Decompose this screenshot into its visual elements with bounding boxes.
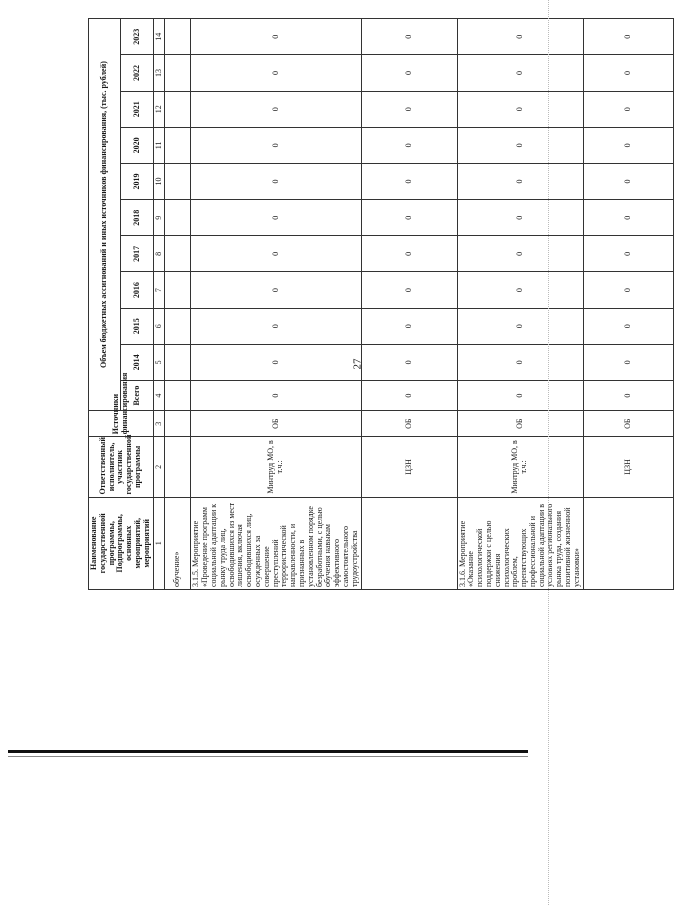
column-number: 6 <box>153 308 165 344</box>
header-volume-group: Объем бюджетных ассигнований и иных источников финансирования, (тыс. рублей) <box>89 19 121 411</box>
cell-value: 0 <box>583 127 673 163</box>
column-number: 5 <box>153 344 165 380</box>
cell-value: 0 <box>361 163 457 199</box>
cell-value: 0 <box>191 163 361 199</box>
header-row-1 <box>89 19 121 590</box>
cell-responsible <box>165 437 191 497</box>
header-year: 2023 <box>121 19 153 55</box>
cell-value: 0 <box>457 91 583 127</box>
cell-value: 0 <box>583 200 673 236</box>
header-source: Источники финансирования <box>89 411 154 437</box>
cell-source: ОБ <box>457 411 583 437</box>
column-number: 14 <box>153 19 165 55</box>
column-number: 9 <box>153 200 165 236</box>
cell-value: 0 <box>583 344 673 380</box>
column-number: 12 <box>153 91 165 127</box>
cell-value <box>165 91 191 127</box>
cell-value: 0 <box>361 19 457 55</box>
cell-value: 0 <box>583 380 673 410</box>
header-name: Наименование государственной программы, Подпрограммы, основных мероприятий, мероприятий <box>89 497 154 589</box>
cell-source: ОБ <box>583 411 673 437</box>
column-number: 3 <box>153 411 165 437</box>
cell-value: 0 <box>457 344 583 380</box>
cell-value <box>165 55 191 91</box>
column-number: 1 <box>153 497 165 589</box>
cell-value: 0 <box>583 19 673 55</box>
cell-value: 0 <box>457 272 583 308</box>
cell-value: 0 <box>361 200 457 236</box>
cell-responsible: Минтруд МО, в т.ч.: <box>191 437 361 497</box>
cell-responsible: Минтруд МО, в т.ч.: <box>457 437 583 497</box>
table-row <box>165 19 191 590</box>
cell-value: 0 <box>457 55 583 91</box>
column-number: 4 <box>153 380 165 410</box>
rotated-table-container <box>88 18 632 590</box>
bottom-rule-thin <box>8 756 528 757</box>
cell-value: 0 <box>457 163 583 199</box>
scan-edge-dots <box>548 0 550 905</box>
column-number: 8 <box>153 236 165 272</box>
cell-responsible: ЦЗН <box>361 437 457 497</box>
cell-name <box>361 497 457 589</box>
header-year: 2022 <box>121 55 153 91</box>
cell-value <box>165 200 191 236</box>
cell-value: 0 <box>361 91 457 127</box>
table-row <box>191 19 361 590</box>
cell-value <box>165 163 191 199</box>
table-row <box>583 19 673 590</box>
cell-source <box>165 411 191 437</box>
cell-source: ОБ <box>361 411 457 437</box>
header-year: 2020 <box>121 127 153 163</box>
column-number-row <box>153 19 165 590</box>
cell-value: 0 <box>457 236 583 272</box>
cell-value: 0 <box>457 380 583 410</box>
cell-value <box>165 308 191 344</box>
cell-value: 0 <box>457 19 583 55</box>
cell-value: 0 <box>361 272 457 308</box>
cell-source: ОБ <box>191 411 361 437</box>
header-year: 2016 <box>121 272 153 308</box>
header-year: 2014 <box>121 344 153 380</box>
cell-value: 0 <box>361 344 457 380</box>
cell-name: 3.1.5. Мероприятие «Проведение программ социальной адаптации к рынку труда лиц, освободившихся из мест лишения, включая освободившихся лиц, осужденных за совершение преступлений террористической направленности, и признанных в установленном порядке безработными, с целью обучения навыкам эффективного самостоятельного трудоустройства <box>191 497 361 589</box>
header-total: Всего <box>121 380 153 410</box>
cell-value: 0 <box>583 272 673 308</box>
cell-value: 0 <box>361 236 457 272</box>
cell-value: 0 <box>457 308 583 344</box>
cell-value: 0 <box>191 272 361 308</box>
cell-name: обучение» <box>165 497 191 589</box>
cell-value: 0 <box>191 91 361 127</box>
cell-value: 0 <box>191 380 361 410</box>
table-row <box>361 19 457 590</box>
column-number: 2 <box>153 437 165 497</box>
cell-value: 0 <box>361 380 457 410</box>
header-year: 2015 <box>121 308 153 344</box>
header-year: 2017 <box>121 236 153 272</box>
cell-name: 3.1.6. Мероприятие «Оказание психологической поддержки с целью снижения психологических проблем, препятствующих профессиональной и социальной адаптации в условиях регионального рынка труда, создания позитивной жизненной установки» <box>457 497 583 589</box>
cell-value: 0 <box>191 308 361 344</box>
cell-value <box>165 380 191 410</box>
cell-value: 0 <box>583 308 673 344</box>
cell-name <box>583 497 673 589</box>
column-number: 13 <box>153 55 165 91</box>
cell-value: 0 <box>583 91 673 127</box>
bottom-rule <box>8 750 528 753</box>
cell-value <box>165 19 191 55</box>
cell-value: 0 <box>583 163 673 199</box>
cell-value: 0 <box>457 200 583 236</box>
cell-responsible: ЦЗН <box>583 437 673 497</box>
cell-value <box>165 272 191 308</box>
cell-value: 0 <box>191 127 361 163</box>
cell-value: 0 <box>191 19 361 55</box>
header-responsible: Ответственный исполнитель, участник государственной программы <box>89 437 154 497</box>
financing-table <box>88 18 674 590</box>
cell-value <box>165 344 191 380</box>
cell-value: 0 <box>361 127 457 163</box>
cell-value: 0 <box>191 55 361 91</box>
header-year: 2019 <box>121 163 153 199</box>
cell-value: 0 <box>361 55 457 91</box>
cell-value <box>165 127 191 163</box>
cell-value <box>165 236 191 272</box>
table-row <box>457 19 583 590</box>
cell-value: 0 <box>191 200 361 236</box>
page-number: 27 <box>351 358 364 370</box>
column-number: 11 <box>153 127 165 163</box>
cell-value: 0 <box>457 127 583 163</box>
header-year: 2018 <box>121 200 153 236</box>
column-number: 10 <box>153 163 165 199</box>
header-year: 2021 <box>121 91 153 127</box>
cell-value: 0 <box>361 308 457 344</box>
cell-value: 0 <box>191 344 361 380</box>
cell-value: 0 <box>583 55 673 91</box>
cell-value: 0 <box>191 236 361 272</box>
column-number: 7 <box>153 272 165 308</box>
cell-value: 0 <box>583 236 673 272</box>
